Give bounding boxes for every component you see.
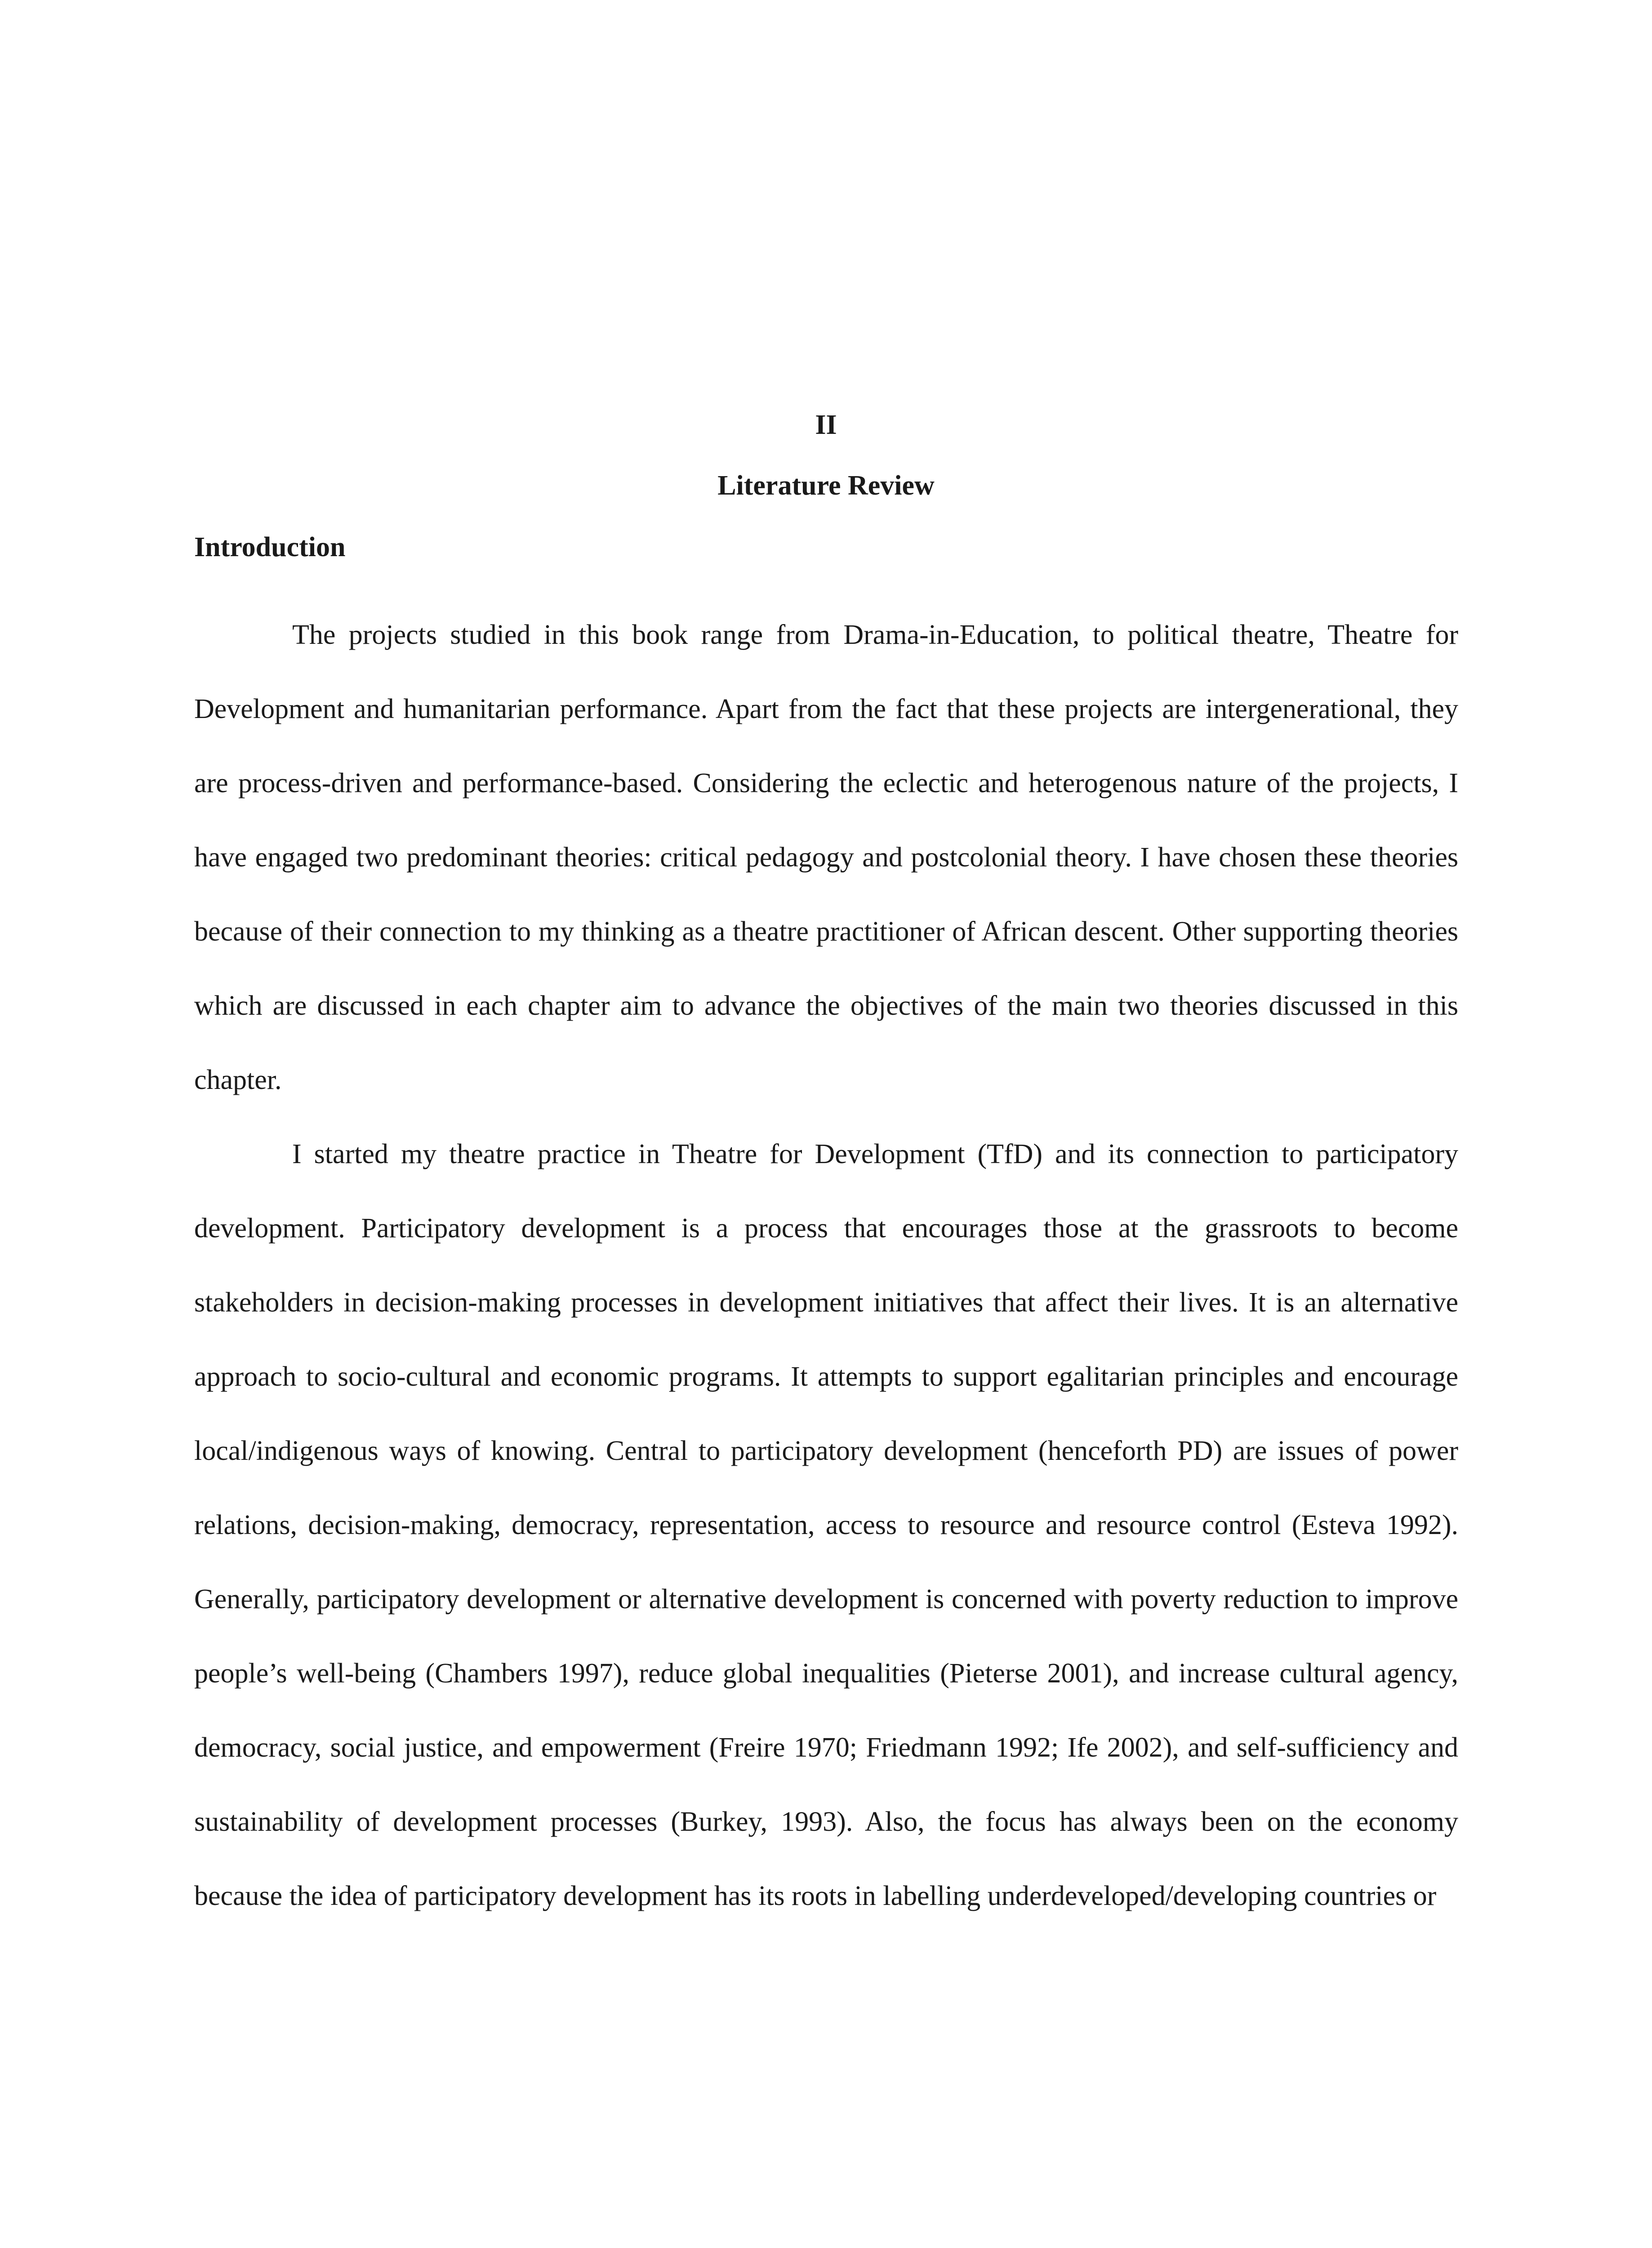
chapter-title: Literature Review: [717, 470, 935, 501]
paragraph-2: I started my theatre practice in Theatre for Development (TfD) and its connection to participatory development. Participatory development is a process that encourages those at the grassroots to become stakeholders in decision-making processes in development initiatives that affect their lives. It is an alternative approach to socio-cultural and economic programs. It attempts to support egalitarian principles and encourage local/indigenous ways of knowing. Central to participatory development (henceforth PD) are issues of power relations, decision-making, democracy, representation, access to resource and resource control (Esteva 1992). Generally, participatory development or alternative development is concerned with poverty reduction to improve people’s well-being (Chambers 1997), reduce global inequalities (Pieterse 2001), and increase cultural agency, democracy, social justice, and empowerment (Freire 1970; Friedmann 1992; Ife 2002), and self-sufficiency and sustainability of development processes (Burkey, 1993). Also, the focus has always been on the economy because the idea of participatory development has its roots in labelling underdeveloped/developing countries or: [194, 1139, 1458, 1911]
paragraph-1: The projects studied in this book range from Drama-in-Education, to political theatre, Theatre for Development and humanitarian performance. Apart from the fact that these projects are intergenerational, they are process-driven and performance-based. Considering the eclectic and heterogenous nature of the projects, I have engaged two predominant theories: critical pedagogy and postcolonial theory. I have chosen these theories because of their connection to my thinking as a theatre practitioner of African descent. Other supporting theories which are discussed in each chapter aim to advance the objectives of the main two theories discussed in this chapter.: [194, 620, 1458, 1095]
body-text: [194, 598, 1458, 1933]
chapter-number: II: [815, 410, 837, 440]
section-heading: Introduction: [194, 532, 346, 562]
